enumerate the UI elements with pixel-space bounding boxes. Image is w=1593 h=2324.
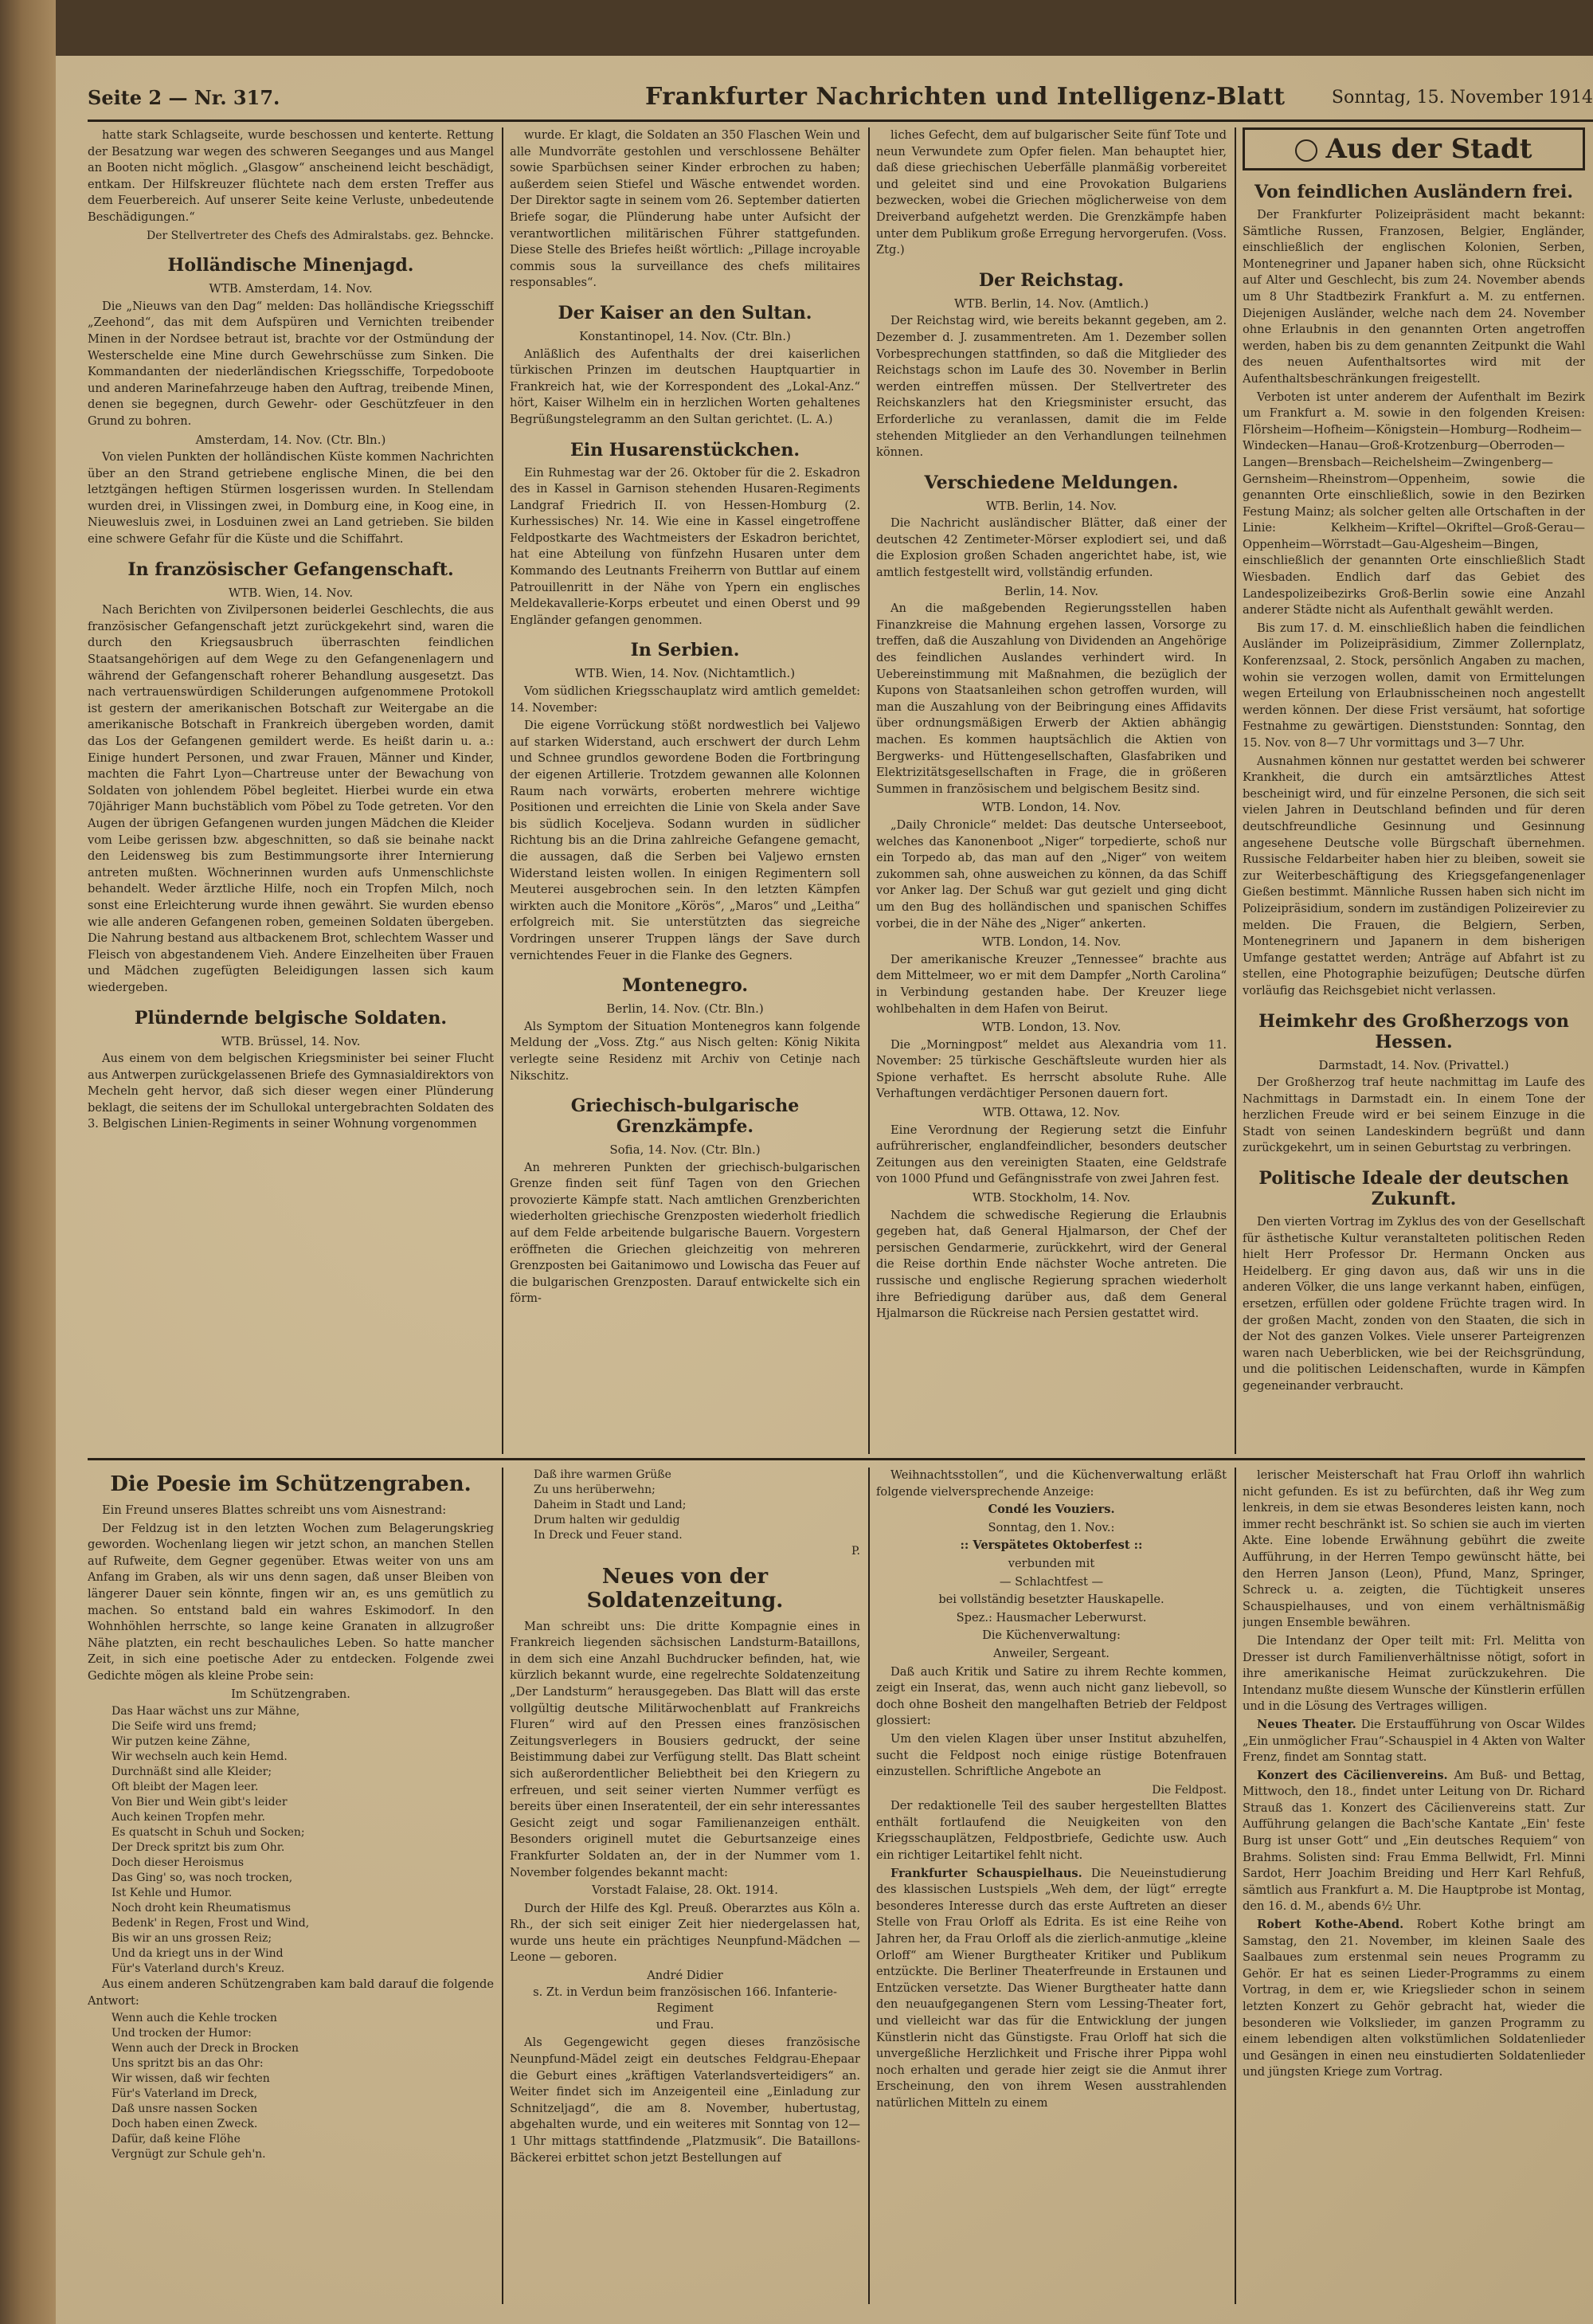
dateline: Sofia, 14. Nov. (Ctr. Bln.) <box>609 1142 761 1158</box>
article-text: Ein Ruhmestag war der 26. Oktober für die 2. Eskadron des in Kassel in Garnison stehenden Husaren-Regiments Landgraf Friedrich II. von Hessen-Homburg (2. Kurhessisches) Nr. 14. Wie eine in Kassel eingetroffene Feldpostkarte des Wachtmeisters der Eskadron berichtet, hat eine Abteilung von fünfzehn Husaren unter dem Kommando des Leutnants Freiherrn von Buttlar auf einem Patrouillenritt in der Nähe von Ypern ein englisches Meldekavallerie-Korps erbeutet und einen Oberst und 99 Engländer gefangen genommen. <box>510 465 860 627</box>
article-headline: Neues Theater. <box>1257 1717 1356 1731</box>
advert-text: Um den vielen Klagen über unser Institut abzuhelfen, sucht die Feldpost noch einige rüstige Botenfrauen einzustellen. Schriftliche Angebote an <box>876 1731 1227 1779</box>
article-headline: Montenegro. <box>621 975 749 997</box>
section-title: Aus der Stadt <box>1325 133 1532 165</box>
article-text: hatte stark Schlagseite, wurde beschossen und kenterte. Rettung der Besatzung war wegen des schweren Seeganges und aus Mangel an Booten nicht möglich. „Glasgow“ anscheinend leicht beschädigt, entkam. Der Hilfskreuzer flüchtete nach dem ersten Treffer aus dem Feuerbereich. Auf unserer Seite keine Verluste, unbedeutende Beschädigungen.“ <box>88 128 494 224</box>
article-text: Die „Nieuws van den Dag“ melden: Das holländische Kriegsschiff „Zeehond“, das mit dem Aufspüren und Vernichten treibender Minen in der Nordsee betraut ist, brachte vor der Ostmündung der Westerschelde eine Mine durch Gewehrschüsse zum Sinken. Die Kommandanten der niederländischen Kriegsschiffe, Torpedoboote und anderen Marinefahrzeuge haben den Auftrag, treibende Minen, denen sie begegnen, durch Gewehr- oder Geschützfeuer in den Grund zu bohren. <box>88 299 494 428</box>
article-headline: Konzert des Cäcilienvereins. <box>1257 1768 1448 1782</box>
article-text: Als Symptom der Situation Montenegros kann folgende Meldung der „Voss. Ztg.“ aus Nisch gelten: König Nikita verlegte seine Residenz mit Archiv von Cetinje nach Nikschitz. <box>510 1019 860 1083</box>
poem-line: Und da kriegt uns in der Wind <box>112 1947 284 1961</box>
masthead: Frankfurter Nachrichten und Intelligenz-Blatt <box>645 83 1286 111</box>
article-text: Der amerikanische Kreuzer „Tennessee“ brachte aus dem Mittelmeer, wo er mit dem Dampfer „North Carolina“ in Verbindung gestanden habe. Der Kreuzer liege wohlbehalten in dem Hafen von Beirut. <box>876 952 1227 1016</box>
poem-line: Die Seife wird uns fremd; <box>112 1720 257 1734</box>
article-text: „Daily Chronicle“ meldet: Das deutsche Unterseeboot, welches das Kanonenboot „Niger“ torpedierte, schoß nur ein Torpedo ab, das man auf den „Niger“ von weitem zukommen sah, ohne ausweichen zu können, da das Schiff vor Anker lag. Der Schuß war gut gezielt und ging dicht um den Bug des holländischen und spanischen Schiffes vorbei, die in der Nähe des „Niger“ ankerten. <box>876 817 1227 931</box>
dateline: WTB. Ottawa, 12. Nov. <box>982 1105 1121 1120</box>
poem-line: Daß ihre warmen Grüße <box>534 1468 671 1481</box>
poem-line: Wir wissen, daß wir fechten <box>112 2072 270 2086</box>
poem-line: Bedenk' in Regen, Frost und Wind, <box>112 1917 310 1930</box>
article-headline: Der Kaiser an den Sultan. <box>558 302 812 323</box>
poem-line: Vergnügt zur Schule geh'n. <box>112 2148 266 2161</box>
article-headline: Frankfurter Schauspielhaus. <box>890 1866 1082 1880</box>
poem-line: Noch droht kein Rheumatismus <box>112 1902 292 1915</box>
section-banner <box>1243 127 1585 170</box>
poem-line: Das Haar wächst uns zur Mähne, <box>112 1705 300 1719</box>
article-text: Die „Morningpost“ meldet aus Alexandria vom 11. November: 25 türkische Geschäftsleute wurden hier als Spione verhaftet. Es herrscht absolute Ruhe. Alle Verhaftungen verdächtiger Personen dauern fort. <box>876 1037 1227 1101</box>
article-text: Ausnahmen können nur gestattet werden bei schwerer Krankheit, die durch ein amtsärztliches Attest bescheinigt wird, und für einzelne Personen, die sich seit vielen Jahren in Deutschland befinden und für deren deutschfreundliche Gesinnung und Gesinnung angesehene Deutsche volle Bürgschaft übernehmen. Russische Feldarbeiter haben hier zu bleiben, soweit sie zur Weiterbeschäftigung des Kriegsgefangenenlager Gießen bestimmt. Männliche Russen haben sich nicht im Polizeipräsidium, sondern im zuständigen Polizeirevier zu melden. Die Frauen, die Belgiern, Serben, Montenegrinern und Japanern in dem bisherigen Umfange gestattet werden; Anträge auf Abfahrt ist zu stellen, eine Photographie beizufügen; Deutsche dürfen vorläufig das Reichsgebiet nicht verlassen. <box>1243 754 1585 997</box>
article-text: liches Gefecht, dem auf bulgarischer Seite fünf Tote und neun Verwundete zum Opfer fielen. Man behauptet hier, daß diese griechischen Ueberfälle planmäßig vorbereitet und geleitet sind und eine Provokation Bulgariens bezwecken, wobei die Griechen möglicherweise von dem Dreiverband aufgehetzt werden. Die Grenzkämpfe haben unter dem Publikum große Erregung hervorgerufen. (Voss. Ztg.) <box>876 128 1227 257</box>
article-text: Vom südlichen Kriegsschauplatz wird amtlich gemeldet: 14. November: <box>510 684 860 715</box>
article-text: Robert Kothe bringt am Samstag, den 21. November, im kleinen Saale des Saalbaues zum erstenmal sein neues Programm zu Gehör. Er hat es seinen Lieder-Programms zu einem Vortrag, in dem er, wie Kriegslieder schon in seinem letzten Konzert zu Gehör gebracht hat, wieder die besonderen wie Volkslieder, im ganzen Programm zu einem lebendigen alten volkstümlichen Soldatenlieder und Gesängen in einen neu einstudierten Soldatenlieder und jüngsten Kriege zum Vortrag. <box>1243 1918 1585 2079</box>
poem-line: Das Ging' so, was noch trocken, <box>112 1871 293 1885</box>
article-headline: Griechisch-bulgarische Grenzkämpfe. <box>570 1095 800 1138</box>
dateline: WTB. London, 14. Nov. <box>981 800 1121 815</box>
poem-line: Wir putzen keine Zähne, <box>112 1735 251 1749</box>
poem-line: Von Bier und Wein gibt's leider <box>112 1796 288 1809</box>
poem <box>510 1468 860 1543</box>
article-text <box>1243 1768 1585 1915</box>
poem-line: Wir wechseln auch kein Hemd. <box>112 1750 288 1764</box>
column-divider <box>868 1468 870 2304</box>
dateline: WTB. Berlin, 14. Nov. <box>985 498 1117 513</box>
article-text: lerischer Meisterschaft hat Frau Orloff ihn wahrlich nicht gefunden. Es ist zu befürchten, daß ihr Weg zum lenkreis, in dem sie etwas Besonderes leisten kann, noch immer recht beschränkt ist. So schien sie auch im vierten Akte. Eine lobende Erwähnung gebührt die zweite Aufführung, in der Herren Tempo gewünscht hätte, bei den Herren Janson (Leon), Pfund, Manz, Springer, Schreck u. a. zeigten, die Tüchtigkeit unseres Schauspielhauses, und von einem verhältnismäßig jungen Ensemble bewähren. <box>1243 1468 1585 1630</box>
column-2 <box>510 127 860 1454</box>
poem-line: Der Dreck spritzt bis zum Ohr. <box>112 1841 285 1855</box>
poem-line: Wenn auch die Kehle trocken <box>112 2012 277 2025</box>
advert-line: Spez.: Hausmacher Leberwurst. <box>956 1610 1147 1624</box>
article-text: wurde. Er klagt, die Soldaten an 350 Flaschen Wein und alle Mundvorräte gestohlen und verschlossene Behälter sowie Sparbüchsen seiner Kinder erbrochen zu haben; außerdem seien Stiefel und Wäsche entwendet worden. Der Direktor sagte in seinem vom 26. September datierten Briefe sogar, die Plünderung habe unter Aufsicht der verantwortlichen militärischen Führer stattgefunden. Diese Stelle des Briefes heißt wörtlich: „Pillage incroyable commis sous la surveillance des chefs militaires responsables“. <box>510 128 860 290</box>
advert-line: Sonntag, den 1. Nov.: <box>988 1520 1115 1534</box>
article-text <box>876 1866 1227 2112</box>
feuilleton-column-4 <box>1243 1468 1585 2304</box>
poem-line: Durchnäßt sind alle Kleider; <box>112 1766 272 1779</box>
article-headline: Die Poesie im Schützengraben. <box>110 1472 472 1496</box>
poem <box>88 2011 494 2162</box>
article-text: Die Intendanz der Oper teilt mit: Frl. Melitta von Dresser ist durch Familienverhältnisse nötigt, sofort in ihre amerikanische Heimat zurückzukehren. Die Intendanz mußte diesem Wunsche der Künstlerin erfüllen und in die Lösung des Vertrages willigen. <box>1243 1633 1585 1714</box>
poem-line: Ist Kehle und Humor. <box>112 1887 233 1900</box>
poem-line: In Dreck und Feuer stand. <box>534 1529 683 1542</box>
poem-line: Drum halten wir geduldig <box>534 1514 680 1526</box>
poem-line: Bis wir an uns grossen Reiz; <box>112 1932 272 1946</box>
article-text: Die eigene Vorrückung stößt nordwestlich bei Valjewo auf starken Widerstand, auch erschwert der durch Lehm und Schnee grundlos gewordene Boden die Fortbringung der eigenen Artillerie. Trotzdem gewannen alle Kolonnen Raum nach vorwärts, eroberten mehrere wichtige Positionen und erreichten die Linie von Skela ander Save bis südlich Koceljeva. Sodann wurden in südlicher Richtung bis an die Drina zahlreiche Gefangene gemacht, die aussagen, daß die Serben bei Valjewo ernsten Widerstand leisten wollen. In einigen Regimentern soll Meuterei ausgebrochen sein. In den letzten Kämpfen wirkten auch die Monitore „Körös“, „Maros“ und „Leitha“ erfolgreich mit. Sie unterstützten das siegreiche Vordringen unserer Truppen längs der Save durch vernichtendes Feuer in die Flanke des Gegners. <box>510 719 860 962</box>
article-text: Eine Verordnung der Regierung setzt die Einfuhr aufrührerischer, englandfeindlicher, besonders deutscher Zeitungen aus den vereinigten Staaten, eine Geldstrafe von 1000 Pfund und Gefängnisstrafe von zwei Jahren fest. <box>876 1123 1227 1186</box>
poem-line: Es quatscht in Schuh und Socken; <box>112 1826 305 1840</box>
column-4 <box>1243 127 1585 1454</box>
issue-date: Sonntag, 15. November 1914 <box>1331 88 1593 108</box>
article-text: Von vielen Punkten der holländischen Küste kommen Nachrichten über an den Strand getriebene englische Minen, die bei den letztgängen heftigen Stürmen losgerissen wurden. In Stellendam wurden drei, in Vlissingen zwei, in Domburg eine, in Koog eine, in Nieuwesluis zwei, in Losduinen zwei an Land getrieben. Sie bilden eine schwere Gefahr für die Küste und die Schiffahrt. <box>88 450 494 547</box>
dateline: WTB. Wien, 14. Nov. (Nichtamtlich.) <box>574 666 796 681</box>
poem-line: Doch haben einen Zweck. <box>112 2118 258 2131</box>
article-headline: Verschiedene Meldungen. <box>924 472 1179 493</box>
advert-line: Condé les Vouziers. <box>988 1503 1115 1517</box>
article-text: Anläßlich des Aufenthalts der drei kaiserlichen türkischen Prinzen im deutschen Hauptquartier in Frankreich hat, wie der Korrespondent des „Lokal-Anz.“ hört, Kaiser Wilhelm ein in herzlichen Worten gehaltenes Begrüßungstelegramm an den Sultan gerichtet. (L. A.) <box>510 347 860 426</box>
poem-signature: P. <box>851 1545 860 1558</box>
article-text: Verboten ist unter anderem der Aufenthalt im Bezirk um Frankfurt a. M. sowie in den folgenden Kreisen: Flörsheim—Hofheim—Königstein—Homburg—Rodheim—Windecken—Hanau—Groß-Krotzenburg—Oberroden—Langen—Brensbach—Reichelsheim—Zwingenberg—Gernsheim—Rheinstrom—Oppenheim, sowie die genannten Orte einschließlich, sowie in den Bezirken Festung Mainz; als solcher gelten alle Ortschaften in der Linie: Kelkheim—Kriftel—Okriftel—Groß-Gerau—Oppenheim—Wörrstadt—Gau-Algesheim—Bingen, einschließlich der genannten Orte einschließlich Stadt Wiesbaden. Endlich darf das Gebiet des Landespolizeibezirks Groß-Berlin sowie eine Anzahl anderer Städte nicht als Aufenthalt gewählt werden. <box>1243 390 1585 617</box>
poem-line: Wenn auch der Dreck in Brocken <box>112 2042 299 2056</box>
article-headline: In französischer Gefangenschaft. <box>127 558 454 580</box>
advert-text: Durch der Hilfe des Kgl. Preuß. Oberarztes aus Köln a. Rh., der sich seit einiger Zeit hier niedergelassen hat, wurde uns heute ein prächtiges Neunpfund-Mädchen — Leone — geboren. <box>510 1901 860 1965</box>
article-text <box>1243 1917 1585 2081</box>
poem-line: Dafür, daß keine Flöhe <box>112 2133 241 2146</box>
poem-line: Für's Vaterland durch's Kreuz. <box>112 1962 285 1976</box>
poem-line: Oft bleibt der Magen leer. <box>112 1781 259 1794</box>
article-text: Aus einem anderen Schützengraben kam bald darauf die folgende Antwort: <box>88 1977 494 2008</box>
article-headline: Politische Ideale der deutschen Zukunft. <box>1258 1168 1569 1210</box>
feuilleton-divider <box>88 1458 1585 1460</box>
advert-line: Anweiler, Sergeant. <box>993 1646 1110 1660</box>
article-text: Aus einem von dem belgischen Kriegsminister bei seiner Flucht aus Antwerpen zurückgelassenen Briefe des Gymnasialdirektors von Mecheln geht hervor, daß sich dieser wegen einer Plünderung beklagt, die seitens der im Schullokal untergebrachten Soldaten des 3. Belgischen Linien-Regiments in seiner Wohnung vorgenommen <box>88 1052 494 1131</box>
article-text: Der redaktionelle Teil des sauber hergestellten Blattes enthält fortlaufend die Neuigkeiten von den Kriegsschauplätzen, Feldpostbriefe, Gedichte usw. Auch ein richtiger Leitartikel fehlt nicht. <box>876 1799 1227 1863</box>
column-divider <box>502 1468 503 2304</box>
article-text: Bis zum 17. d. M. einschließlich haben die feindlichen Ausländer im Polizeipräsidium, Zimmer Zollernplatz, Konferenzsaal, 2. Stock, persönlich Angaben zu machen, wohin sie verzogen wollen, damit von Ermittelungen wegen Erteilung von Erlaubnisscheinen noch angestellt werden können. Der diese Frist versäumt, hat sofortige Festnahme zu gewärtigen. Dienststunden: Sonntag, den 15. Nov. von 8—7 Uhr vormittags und 3—7 Uhr. <box>1243 621 1585 750</box>
article-headline: Der Reichstag. <box>978 269 1125 291</box>
column-1 <box>88 127 494 1454</box>
article-signoff: Der Stellvertreter des Chefs des Admiralstabs. gez. Behncke. <box>147 229 494 242</box>
advert-line: verbunden mit <box>1008 1556 1095 1570</box>
dateline: WTB. Wien, 14. Nov. <box>228 585 354 600</box>
advert-line: Die Küchenverwaltung: <box>982 1628 1121 1643</box>
feuilleton-column-2 <box>510 1468 860 2304</box>
dateline: WTB. Brüssel, 14. Nov. <box>221 1033 361 1048</box>
article-headline: Plündernde belgische Soldaten. <box>134 1007 448 1029</box>
article-headline: Neues von der Soldatenzeitung. <box>586 1564 784 1613</box>
article-text: Der Frankfurter Polizeipräsident macht bekannt: Sämtliche Russen, Franzosen, Belgier, Engländer, einschließlich der englischen Kolonien, Serben, Montenegriner und Japaner haben sich, ohne Rücksicht auf Alter und Geschlecht, bis zum 24. November abends um 8 Uhr Stadtbezirk Frankfurt a. M. zu entfernen. Diejenigen Ausländer, welche nach dem 24. November ohne Erlaubnis in den genannten Orten angetroffen werden, haben bis zu dem genannten Zeitpunkt die Wahl des neuen Aufenthaltsortes wird mit der Aufenthaltsbeschränkungen freigestellt. <box>1243 208 1585 386</box>
article-text: Man schreibt uns: Die dritte Kompagnie eines in Frankreich liegenden sächsischen Landsturm-Bataillons, in dem sich eine Anzahl Buchdrucker befinden, hat, wie kürzlich bekannt wurde, eine regelrechte Soldatenzeitung „Der Landsturm“ herausgegeben. Das Blatt will das erste vollgültig deutsche Militärwochenblatt auf Frankreichs Fluren“ wird auf den Pressen eines französischen Zeitungsverlegers in Bousiers gedruckt, der seine Beistimmung dabei zur Verfügung stellt. Das Blatt scheint sich außerordentlicher Beliebtheit bei den Kriegern zu erfreuen, und seit seiner vierten Nummer verfügt es bereits über einen Inseratenteil, der ein sehr interessantes Gesicht zeigt und sogar Familienanzeigen enthält. Besonders originell mutet die Geburtsanzeige eines Frankfurter Soldaten an, der in der Nummer vom 1. November folgendes bekannt macht: <box>510 1619 860 1879</box>
column-divider <box>1235 127 1236 1454</box>
article-headline: Ein Husarenstückchen. <box>569 439 800 460</box>
article-text: Nach Berichten von Zivilpersonen beiderlei Geschlechts, die aus französischer Gefangenschaft jetzt zurückgekehrt sind, waren die durch den Kriegsausbruch überraschten feindlichen Staatsangehörigen auf dem Wege zu den Gefangenenlagern und während der Gefangenschaft roherer Behandlung ausgesetzt. Das nach vertrauenswürdigen Schilderungen aufgenommene Protokoll ist gestern der amerikanischen Botschaft zur Weitergabe an die amerikanische Botschaft in Frankreich übergeben worden, damit das Los der Gefangenen gemildert werde. Es heißt darin u. a.: Einige hundert Personen, und zwar Frauen, Männer und Kinder, machten die Fahrt Lyon—Chartreuse unter der Bewachung von Soldaten von johlendem Pöbel begleitet. Hierbei wurde ein etwa 70jähriger Mann buchstäblich vom Pöbel zu Tode getreten. Vor den Augen der übrigen Gefangenen wurden jungen Mädchen die Kleider vom Leibe gerissen bzw. abgeschnitten, so daß sie beinahe nackt den Leidensweg bis zum Bestimmungsorte ihrer Internierung antreten mußten. Wöchnerinnen wurden aufs Unmenschlichste behandelt. Weder ärztliche Hilfe, noch ein Tropfen Milch, noch sonst eine Erleichterung wurde ihnen gewährt. Sie wurden ebenso wie alle anderen Gefangenen roben, gemeinen Soldaten übergeben. Die Nahrung bestand aus altbackenem Brot, schlechtem Wasser und Fleisch von abgestandenem Vieh. Andere Einzelheiten über Frauen und Mädchen zugefügten Beleidigungen lassen sich kaum wiedergeben. <box>88 603 494 994</box>
article-headline: In Serbien. <box>630 640 740 661</box>
article-text: Der Feldzug ist in den letzten Wochen zum Belagerungskrieg geworden. Wochenlang liegen wir jetzt schon, an manchen Stellen auf Rufweite, dem Gegner gegenüber. Etwas weiter von uns am Anfang im Graben, als wir uns denn sagen, daß unser Bleiben von längerer Dauer sein könnte, fingen wir an, es uns gemütlich zu machen. So entstand bald ein wahres Eskimodorf. In den Wohnhöhlen herrschte, so lange keine Granaten in allzugroßer Nähe platzten, ein recht beschauliches Leben. So hatte mancher Zeit, in sich eine poetische Ader zu entdecken. Folgende zwei Gedichte mögen als kleine Probe sein: <box>88 1521 494 1683</box>
article-headline: Heimkehr des Großherzogs von Hessen. <box>1258 1010 1569 1052</box>
article-text: Ein Freund unseres Blattes schreibt uns vom Aisnestrand: <box>102 1503 447 1517</box>
advert-line: bei vollständig besetzter Hauskapelle. <box>938 1593 1164 1607</box>
poem-line: Doch dieser Heroismus <box>112 1856 245 1870</box>
poem <box>88 1704 494 1977</box>
dateline: WTB. Amsterdam, 14. Nov. <box>209 281 373 296</box>
poem-line: Und trocken der Humor: <box>112 2027 252 2040</box>
article-text: Die Nachricht ausländischer Blätter, daß einer der deutschen 42 Zentimeter-Mörser explodiert sei, und daß die Explosion großen Schaden angerichtet habe, ist, wie amtlich festgestellt wird, vollständig erfunden. <box>876 516 1227 580</box>
advert-signature: André Didier s. Zt. in Verdun beim französischen 166. Infanterie-Regiment und Frau. <box>533 1969 837 2032</box>
article-text: Die Erstaufführung von Oscar Wildes „Ein unmöglicher Frau“-Schauspiel in 4 Akten von Walter Frenz, findet am Sonntag statt. <box>1243 1717 1585 1765</box>
column-divider <box>502 127 503 1454</box>
article-text: Der Großherzog traf heute nachmittag im Laufe des Nachmittags in Darmstadt ein. In einem Tone der herzlichen Freude wird er bei seinem Einzuge in die Stadt von seinen Landeskindern begrüßt und dann zurückgekehrt, um in seinen Geburtstag zu verbringen. <box>1243 1076 1585 1155</box>
article-headline: Von feindlichen Ausländern frei. <box>1254 182 1574 202</box>
dateline: Berlin, 14. Nov. (Ctr. Bln.) <box>606 1001 764 1017</box>
column-3 <box>876 127 1227 1454</box>
poem-title: Im Schützengraben. <box>231 1687 350 1701</box>
poem-line: Uns spritzt bis an das Ohr: <box>112 2057 264 2071</box>
advert-line: Vorstadt Falaise, 28. Okt. 1914. <box>592 1883 778 1898</box>
article-text: Der Reichstag wird, wie bereits bekannt gegeben, am 2. Dezember d. J. zusammentreten. Am 1. Dezember sollen Vorbesprechungen stattfinden, so daß die Mitglieder des Reichstags schon im Laufe des 30. November in Berlin werden eintreffen müssen. Der Stellvertreter des Reichskanzlers hat den Kriegsminister ersucht, das Erforderliche zu veranlassen, damit die im Felde stehenden Mitglieder an den Verhandlungen teilnehmen können. <box>876 314 1227 460</box>
feuilleton-column-1 <box>88 1468 494 2304</box>
page-header <box>88 80 1593 122</box>
article-text: Den vierten Vortrag im Zyklus des von der Gesellschaft für ästhetische Kultur veranstalteten politischen Reden hielt Herr Professor Dr. Hermann Oncken aus Heidelberg. Er ging davon aus, daß wir uns in die anderen Völker, die uns lange verkannt haben, einfügen, ersetzen, erfüllen oder goldene Früchte tragen wird. In der großen Macht, zonden von den Staaten, die sich in der Not des ganzen Volkes. Viele unserer Parteigrenzen waren nach Ueberblicken, wie bei der Reichsgründung, und die politischen Leidenschaften, wurde in Kämpfen gegeneinander verbraucht. <box>1243 1215 1585 1393</box>
dateline: WTB. London, 13. Nov. <box>981 1020 1121 1035</box>
book-spine-edge <box>0 0 56 2324</box>
article-text: Die Neueinstudierung des klassischen Lustspiels „Weh dem, der lügt“ erregte besonderes Interesse durch das erste Auftreten an dieser Stelle von Frau Orloff als Edrita. Es ist eine Reihe von Jahren her, da Frau Orloff als die zierlich-anmutige „kleine Orloff“ am Wiener Burgtheater Kritiker und Publikum entzückte. Die Berliner Theaterfreunde in Erstaunen und Entzücken versetzte. Das Wiener Burgtheater hatte dann den neuaufgegangenen Stern vom Lessing-Theater fort, und vielleicht war das für die Entwicklung der jungen Künstlerin nicht das Günstigste. Frau Orloff hat sich die unvergeßliche Herzlichkeit und Frische ihrer Pippa wohl noch erhalten und gerade hier zeigt sie die Anmut ihrer Erscheinung, den von ihrem Wesen ausstrahlenden natürlichen Mitteln zu einem <box>876 1866 1227 2110</box>
advert-line: — Schlachtfest — <box>999 1574 1104 1589</box>
poem-line: Daß unsre nassen Socken <box>112 2103 258 2116</box>
article-text: Am Buß- und Bettag, Mittwoch, den 18., findet unter Leitung von Dr. Richard Strauß das 1. Konzert des Cäcilienvereins statt. Zur Aufführung gelangen die Bach'sche Kantate „Ein' feste Burg ist unser Gott“ und „Ein deutsches Requiem“ von Brahms. Solisten sind: Frau Emma Bellwidt, Frl. Minni Sardot, Herr Joachim Breiding und Herr Karl Rehfuß, sämtlich aus Frankfurt a. M. Die Hauptprobe ist Montag, den 16. d. M., abends 6½ Uhr. <box>1243 1768 1585 1914</box>
page-number: Seite 2 — Nr. 317. <box>88 86 280 109</box>
article-headline: Holländische Minenjagd. <box>167 255 414 276</box>
dateline: Berlin, 14. Nov. <box>1004 583 1099 598</box>
advert-signature: Die Feldpost. <box>1152 1783 1227 1797</box>
dateline: WTB. London, 14. Nov. <box>981 935 1121 950</box>
poem-line: Auch keinen Tropfen mehr. <box>112 1811 265 1824</box>
dateline: Amsterdam, 14. Nov. (Ctr. Bln.) <box>195 432 386 447</box>
article-text: An die maßgebenden Regierungsstellen haben Finanzkreise die Mahnung ergehen lassen, Vorsorge zu treffen, daß die Auszahlung von Dividenden an Angehörige des feindlichen Auslandes verhindert wird. In Uebereinstimmung mit Maßnahmen, die bezüglich der Kupons von Staatsanleihen schon getroffen wurden, will man die Auszahlung von der Beibringung eines Affidavits über ordnungsmäßigen Erwerb der Aktien abhängig machen. Es kommen hauptsächlich die Aktien von Bergwerks- und Hüttengesellschaften, Glasfabriken und Elektrizitätsgesellschaften in Frage, die in größeren Summen in französischem und belgischem Besitz sind. <box>876 602 1227 796</box>
ornament-icon <box>1295 139 1317 162</box>
dateline: WTB. Stockholm, 14. Nov. <box>972 1190 1131 1205</box>
article-headline: Robert Kothe-Abend. <box>1257 1918 1404 1932</box>
article-text: Nachdem die schwedische Regierung die Erlaubnis gegeben hat, daß General Hjalmarson, der Chef der persischen Gendarmerie, zurückkehrt, wird der General die Reise dorthin Ende nächster Woche antreten. Die russische und englische Regierung sprachen wiederholt ihre Befriedigung darüber aus, daß dem General Hjalmarson die Rückreise nach Persien gestattet wird. <box>876 1208 1227 1321</box>
dateline: WTB. Berlin, 14. Nov. (Amtlich.) <box>953 296 1149 311</box>
column-divider <box>868 127 870 1454</box>
advert-line: :: Verspätetes Oktoberfest :: <box>960 1538 1143 1553</box>
column-divider <box>1235 1468 1236 2304</box>
poem-line: Für's Vaterland im Dreck, <box>112 2087 258 2101</box>
dateline: Darmstadt, 14. Nov. (Privattel.) <box>1318 1057 1509 1072</box>
article-text: Als Gegengewicht gegen dieses französische Neunpfund-Mädel zeigt ein deutsches Feldgrau-Ehepaar die Geburt eines „kräftigen Vaterlandsverteidigers“ an. Weiter findet sich im Anzeigenteil eine „Einladung zur Schnitzeljagd“, die am 8. November, hubertustag, abgehalten wurde, und ein weiteres mit Sonntag von 12—1 Uhr mittags stattfindende „Platzmusik“. Die Bataillons-Bäckerei erbittet schon jetzt Bestellungen auf <box>510 2036 860 2165</box>
article-text: An mehreren Punkten der griechisch-bulgarischen Grenze finden seit fünf Tagen von den Griechen provozierte Kämpfe statt. Nach amtlichen Grenzberichten wiederholten griechische Grenzposten wiederholt friedlich auf dem Felde arbeitende bulgarische Bauern. Vorgestern eröffneten die Griechen gleichzeitig von mehreren Grenzposten bei Gaitanimowo und Lowischa das Feuer auf die bulgarischen Grenzposten. Darauf entwickelte sich ein förm- <box>510 1160 860 1306</box>
article-text: Daß auch Kritik und Satire zu ihrem Rechte kommen, zeigt ein Inserat, das, wenn auch nicht ganz liebevoll, so doch ohne Bosheit den mangelhaften Betrieb der Feldpost glossiert: <box>876 1664 1227 1728</box>
dateline: Konstantinopel, 14. Nov. (Ctr. Bln.) <box>579 328 791 343</box>
feuilleton-column-3 <box>876 1468 1227 2304</box>
poem-line: Daheim in Stadt und Land; <box>534 1499 687 1511</box>
article-text: Weihnachtsstollen“, und die Küchenverwaltung erläßt folgende vielversprechende Anzeige: <box>876 1468 1227 1499</box>
article-text <box>1243 1717 1585 1766</box>
poem-line: Zu uns herüberwehn; <box>534 1483 656 1496</box>
